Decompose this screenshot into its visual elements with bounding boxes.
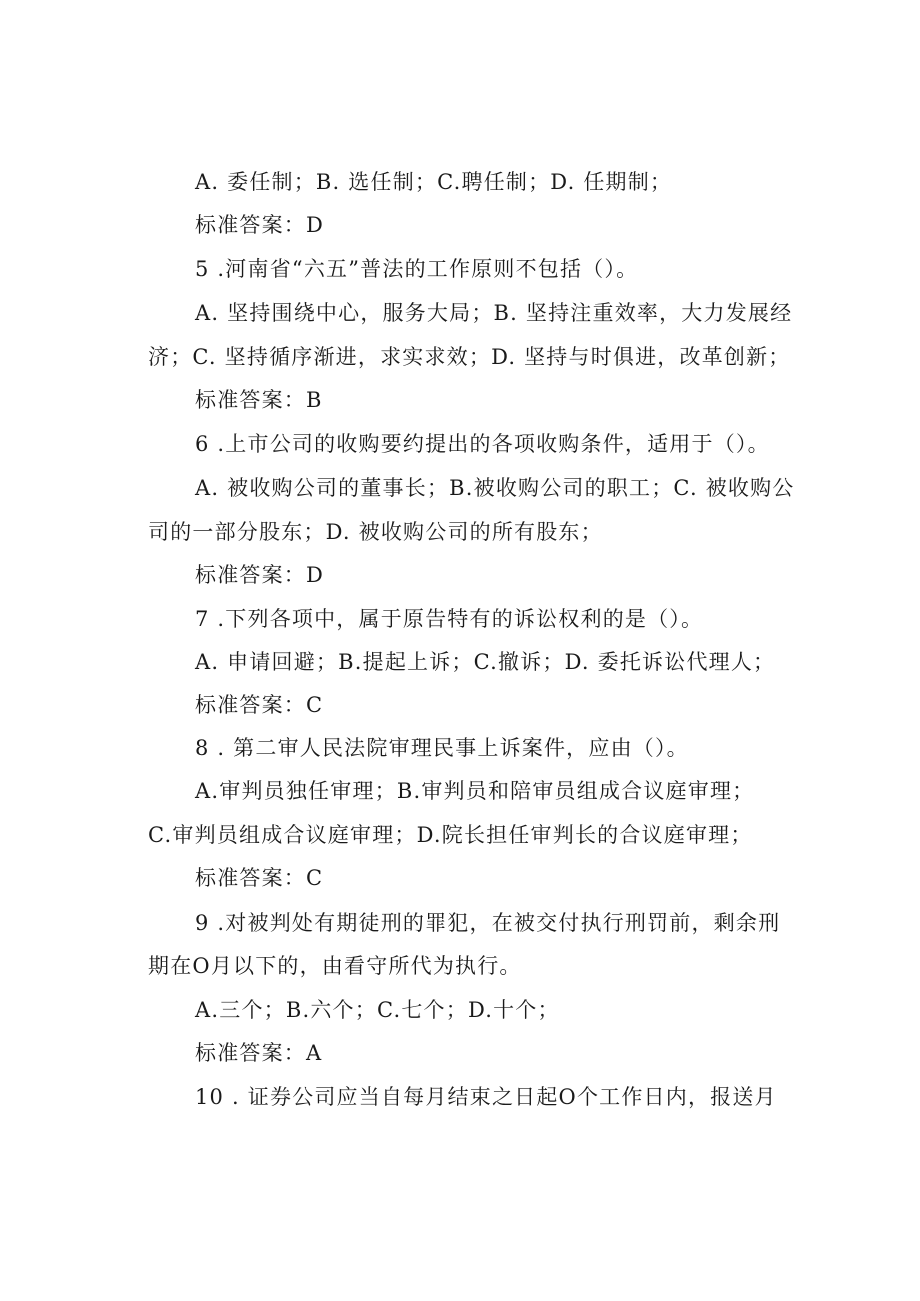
q8-options-line1: A.审判员独任审理；B.审判员和陪审员组成合议庭审理； (195, 779, 755, 803)
q5-options-line1: A. 坚持围绕中心，服务大局；B. 坚持注重效率，大力发展经 (195, 301, 793, 325)
q6-options-line2: 司的一部分股东；D. 被收购公司的所有股东； (148, 520, 603, 544)
q6-answer: 标准答案：D (195, 563, 325, 587)
q7-options: A. 申请回避；B.提起上诉；C.撤诉；D. 委托诉讼代理人； (195, 650, 776, 674)
q7-question: 7 .下列各项中，属于原告特有的诉讼权利的是（）。 (195, 607, 704, 631)
q4-answer: 标准答案：D (195, 213, 325, 237)
q8-question: 8 . 第二审人民法院审理民事上诉案件，应由（）。 (195, 736, 689, 760)
q10-question-line1: 10 . 证券公司应当自每月结束之日起O个工作日内，报送月 (195, 1085, 777, 1109)
q8-answer: 标准答案：C (195, 866, 324, 890)
q9-question-line2: 期在O月以下的，由看守所代为执行。 (148, 954, 522, 978)
q9-answer: 标准答案：A (195, 1041, 323, 1065)
q6-options-line1: A. 被收购公司的董事长；B.被收购公司的职工；C. 被收购公 (195, 476, 795, 500)
q5-options-line2: 济；C. 坚持循序渐进，求实求效；D. 坚持与时俱进，改革创新； (148, 345, 791, 369)
q9-question-line1: 9 .对被判处有期徒刑的罪犯，在被交付执行刑罚前，剩余刑 (195, 911, 781, 935)
q6-question: 6 .上市公司的收购要约提出的各项收购条件，适用于（）。 (195, 432, 770, 456)
q7-answer: 标准答案：C (195, 693, 324, 717)
q4-options: A. 委任制；B. 选任制；C.聘任制；D. 任期制； (195, 170, 673, 194)
q5-question: 5 .河南省“六五”普法的工作原则不包括（）。 (195, 257, 639, 281)
q8-options-line2: C.审判员组成合议庭审理；D.院长担任审判长的合议庭审理； (148, 823, 753, 847)
q5-answer: 标准答案：B (195, 388, 323, 412)
q9-options: A.三个；B.六个；C.七个；D.十个； (195, 998, 560, 1022)
